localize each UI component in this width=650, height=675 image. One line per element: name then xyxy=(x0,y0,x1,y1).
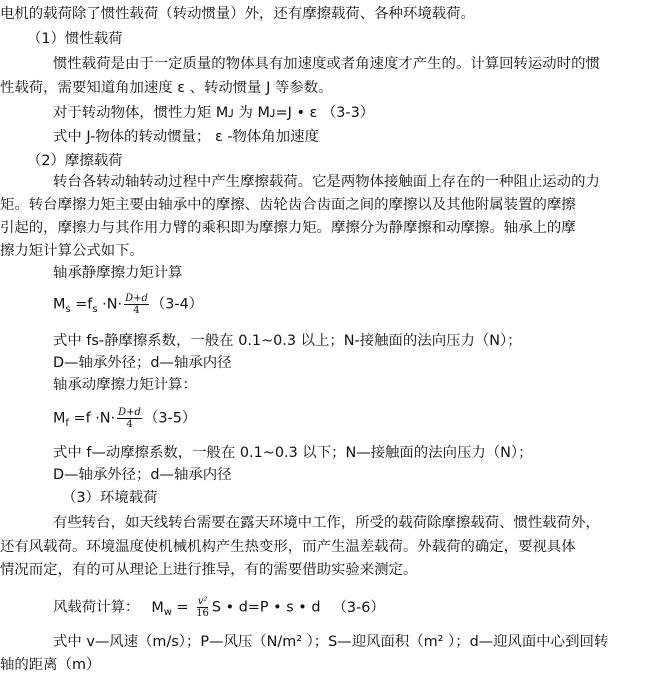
formula-explanation: D—轴承外径；d—轴承内径 xyxy=(53,467,232,483)
paragraph-line: 情况而定，有的可从理论上进行推导，有的需要借助实验来测定。 xyxy=(0,562,418,578)
section-heading-environment: （3）环境载荷 xyxy=(62,490,158,506)
paragraph-line: 还有风载荷。环境温度使机械机构产生热变形，而产生温差载荷。外载荷的确定，要视具体 xyxy=(0,539,576,555)
fraction-numerator: v² xyxy=(197,596,208,607)
paragraph-line: 有些转台，如天线转台需要在露天环境中工作，所受的载荷除摩擦载荷、惯性载荷外， xyxy=(53,515,600,531)
equation-3-6 xyxy=(53,596,385,620)
eq-symbol: M xyxy=(53,410,66,427)
equation-3-5 xyxy=(53,407,196,431)
fraction xyxy=(124,293,149,316)
equation-tag: （3-6） xyxy=(332,599,385,616)
fraction-denominator: 16 xyxy=(196,608,209,619)
eq-text: ·N· xyxy=(97,296,123,313)
eq-text: = xyxy=(171,599,194,616)
paragraph-line: 引起的，摩擦力与其作用力臂的乘积即为摩擦力矩。摩擦分为静摩擦和动摩擦。轴承上的摩 xyxy=(0,220,576,236)
paragraph-line: 惯性载荷是由于一定质量的物体具有加速度或者角速度才产生的。计算回转运动时的惯 xyxy=(53,56,600,72)
equation-tag: （3-4） xyxy=(150,296,204,313)
eq-label: 风载荷计算： xyxy=(53,599,140,616)
formula-explanation: 式中 fs-静摩擦系数，一般在 0.1~0.3 以上；N-接触面的法向压力（N）； xyxy=(53,333,522,349)
formula-explanation: D—轴承外径；d—轴承内径 xyxy=(53,355,232,371)
eq-symbol: M xyxy=(151,599,164,616)
subheading-static-friction: 轴承静摩擦力矩计算 xyxy=(53,265,183,281)
formula-explanation: 式中 J-物体的转动惯量； ε -物体角加速度 xyxy=(53,129,319,145)
section-heading-friction: （2）摩擦载荷 xyxy=(27,153,123,169)
formula-explanation: 式中 f—动摩擦系数，一般在 0.1~0.3 以下；N—接触面的法向压力（N）； xyxy=(53,445,533,461)
paragraph-line: 矩。转台摩擦力矩主要由轴承中的摩擦、齿轮齿合齿面之间的摩擦以及其他附属装置的摩擦 xyxy=(0,197,576,213)
fraction-numerator: D+d xyxy=(125,293,148,304)
section-heading-inertia: （1）惯性载荷 xyxy=(27,31,123,47)
eq-text: S • d=P • s • d xyxy=(211,599,321,616)
formula-explanation: 式中 v—风速（m/s）；P—风压（N/m² ）；S—迎风面积（m² ）；d—迎风面中心到回转 xyxy=(53,634,609,650)
eq-subscript: s xyxy=(65,303,71,315)
eq-subscript: w xyxy=(163,606,172,618)
eq-subscript: s xyxy=(92,303,98,315)
intro-line: 电机的载荷除了惯性载荷（转动惯量）外，还有摩擦载荷、各种环境载荷。 xyxy=(0,6,475,22)
paragraph-line: 性载荷，需要知道角加速度 ε 、转动惯量 J 等参数。 xyxy=(0,80,333,96)
equation-tag: （3-5） xyxy=(143,410,197,427)
fraction-denominator: 4 xyxy=(126,419,133,430)
formula-explanation: 轴的距离（m） xyxy=(0,657,101,673)
eq-text: =f xyxy=(70,296,93,313)
equation-3-4 xyxy=(53,293,203,317)
eq-symbol: M xyxy=(53,296,66,313)
fraction xyxy=(195,596,210,619)
eq-text: =f ·N· xyxy=(68,410,116,427)
fraction-numerator: D+d xyxy=(118,407,141,418)
paragraph-line: 转台各转动轴转动过程中产生摩擦载荷。它是两物体接触面上存在的一种阻止运动的力 xyxy=(53,174,600,190)
fraction xyxy=(117,407,142,430)
paragraph-line: 擦力矩计算公式如下。 xyxy=(0,243,144,259)
fraction-denominator: 4 xyxy=(133,305,140,316)
subheading-dynamic-friction: 轴承动摩擦力矩计算： xyxy=(53,377,197,393)
formula-line-3-3: 对于转动物体，惯性力矩 Mᴊ 为 Mᴊ=J • ε （3-3） xyxy=(53,105,375,121)
eq-subscript: f xyxy=(65,417,69,429)
